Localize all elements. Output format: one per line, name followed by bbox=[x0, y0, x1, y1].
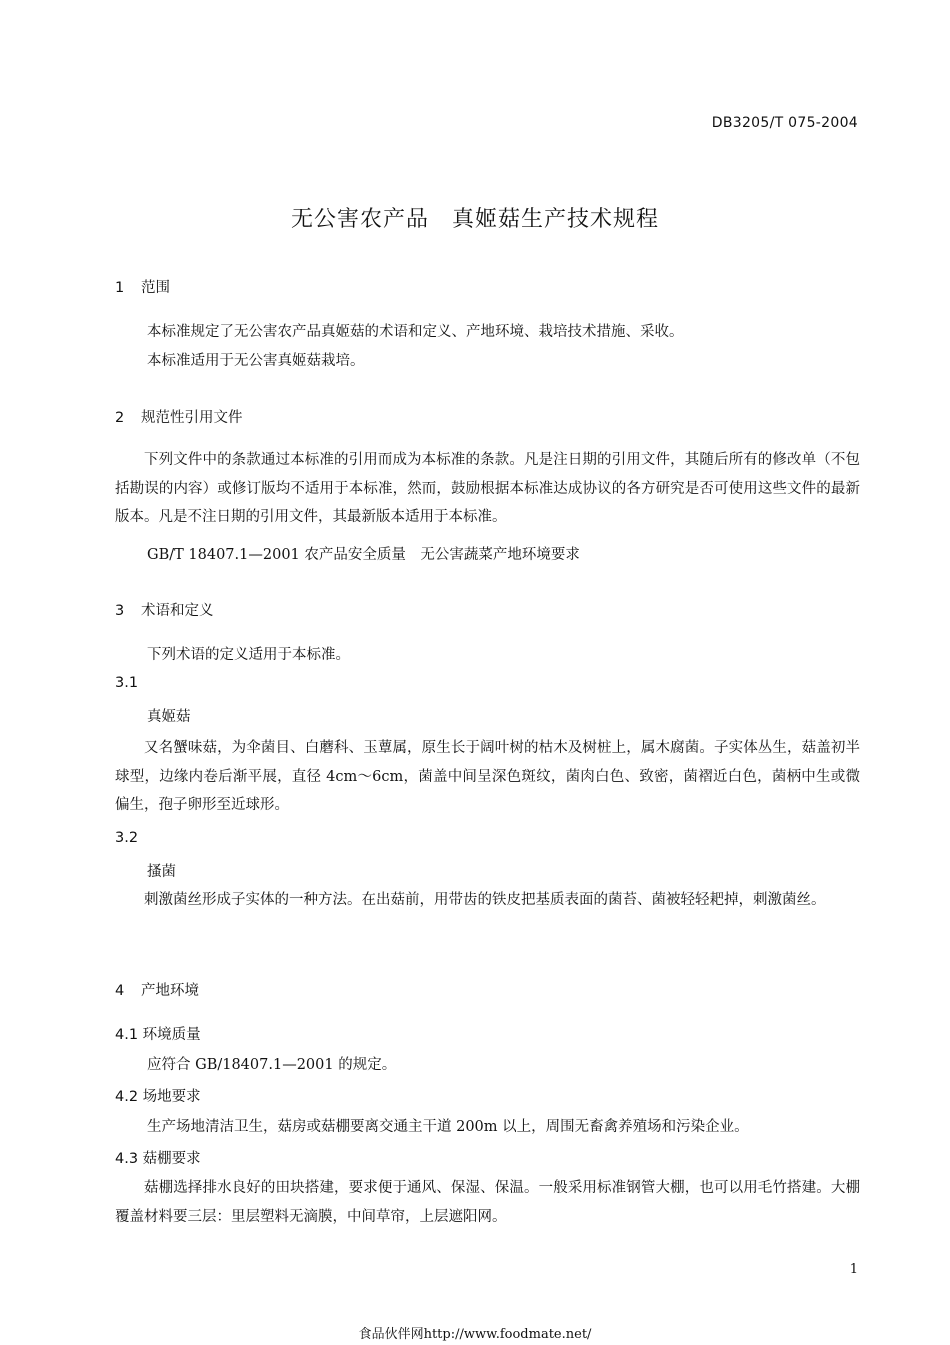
subsection-4-2-heading bbox=[115, 1085, 201, 1106]
term-3-2-number: 3.2 bbox=[115, 830, 139, 846]
section-3-intro: 下列术语的定义适用于本标准。 bbox=[147, 647, 350, 663]
page-number: 1 bbox=[849, 1262, 858, 1277]
section-1-paragraph-1: 本标准规定了无公害农产品真姬菇的术语和定义、产地环境、栽培技术措施、采收。 bbox=[147, 324, 684, 340]
term-3-1-definition: 又名蟹味菇，为伞菌目、白蘑科、玉蕈属，原生长于阔叶树的枯木及树桩上，属木腐菌。子实体丛生，菇盖初半球型，边缘内卷后渐平展，直径 4cm～6cm，菌盖中间呈深色斑纹，菌肉白色、致密，菌褶近白色，菌柄中生或微偏生，孢子卵形至近球形。 bbox=[115, 740, 860, 813]
normative-reference: GB/T 18407.1—2001 农产品安全质量 无公害蔬菜产地环境要求 bbox=[147, 547, 580, 563]
subsection-4-3-heading bbox=[115, 1147, 201, 1168]
subsection-4-1-text: 应符合 GB/18407.1—2001 的规定。 bbox=[147, 1057, 397, 1073]
term-3-1-number: 3.1 bbox=[115, 675, 139, 691]
section-title: 产地环境 bbox=[141, 983, 199, 999]
section-4-heading bbox=[115, 979, 199, 1000]
section-2-paragraph: 下列文件中的条款通过本标准的引用而成为本标准的条款。凡是注日期的引用文件，其随后所有的修改单（不包括勘误的内容）或修订版均不适用于本标准，然而，鼓励根据本标准达成协议的各方研究是否可使用这些文件的最新版本。凡是不注日期的引用文件，其最新版本适用于本标准。 bbox=[115, 452, 860, 525]
subsection-title: 菇棚要求 bbox=[142, 1151, 201, 1167]
section-number: 4 bbox=[115, 983, 125, 999]
section-title: 范围 bbox=[141, 280, 170, 296]
section-number: 3 bbox=[115, 603, 125, 619]
subsection-number: 4.1 bbox=[115, 1027, 139, 1043]
footer-website-link[interactable]: 食品伙伴网http://www.foodmate.net/ bbox=[358, 1327, 592, 1342]
subsection-4-2-text: 生产场地清洁卫生，菇房或菇棚要离交通主干道 200m 以上，周围无畜禽养殖场和污染企业。 bbox=[147, 1119, 749, 1135]
subsection-4-3-text: 菇棚选择排水良好的田块搭建，要求便于通风、保湿、保温。一般采用标准钢管大棚，也可以用毛竹搭建。大棚覆盖材料要三层：里层塑料无滴膜，中间草帘，上层遮阳网。 bbox=[115, 1180, 860, 1225]
document-code: DB3205/T 075-2004 bbox=[711, 115, 858, 131]
section-title: 规范性引用文件 bbox=[141, 410, 243, 426]
term-3-2-name: 搔菌 bbox=[147, 864, 176, 880]
section-2-heading bbox=[115, 406, 243, 427]
subsection-title: 场地要求 bbox=[142, 1089, 201, 1105]
section-1-heading bbox=[115, 276, 170, 297]
section-1-paragraph-2: 本标准适用于无公害真姬菇栽培。 bbox=[147, 353, 365, 369]
subsection-number: 4.3 bbox=[115, 1151, 139, 1167]
section-3-heading bbox=[115, 599, 214, 620]
subsection-title: 环境质量 bbox=[142, 1027, 201, 1043]
section-number: 1 bbox=[115, 280, 125, 296]
term-3-2-definition: 刺激菌丝形成子实体的一种方法。在出菇前，用带齿的铁皮把基质表面的菌苔、菌被轻轻耙掉，刺激菌丝。 bbox=[144, 892, 826, 908]
subsection-4-1-heading bbox=[115, 1023, 201, 1044]
term-3-1-name: 真姬菇 bbox=[147, 709, 191, 725]
section-title: 术语和定义 bbox=[141, 603, 214, 619]
document-title: 无公害农产品 真姬菇生产技术规程 bbox=[290, 207, 659, 232]
subsection-number: 4.2 bbox=[115, 1089, 139, 1105]
section-number: 2 bbox=[115, 410, 125, 426]
